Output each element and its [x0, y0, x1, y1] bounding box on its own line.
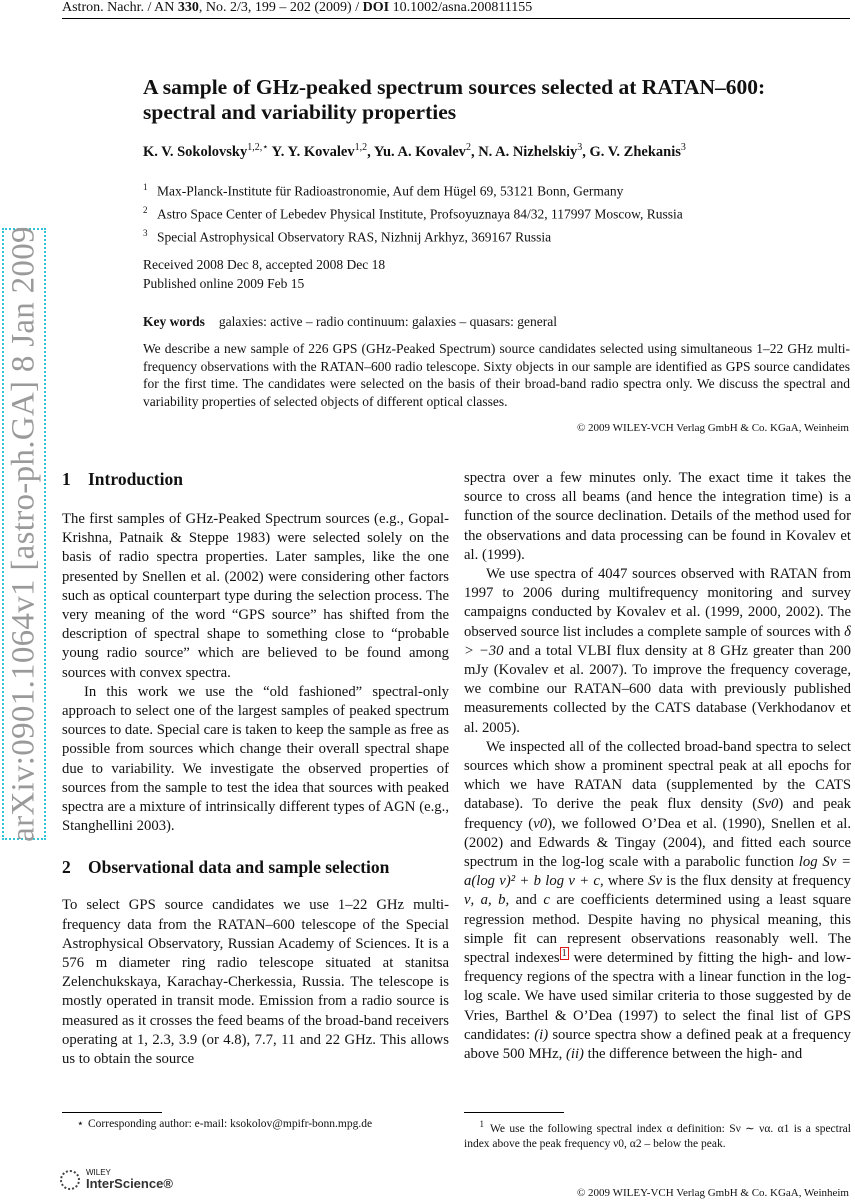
arxiv-stamp[interactable]: arXiv:0901.1064v1 [astro-ph.GA] 8 Jan 2009 — [2, 228, 46, 840]
publisher-logo[interactable]: WILEY InterScience® — [60, 1168, 180, 1198]
header-rule — [62, 18, 850, 19]
author: Yu. A. Kovalev$^2$, — [373, 142, 475, 160]
paragraph: spectra over a few minutes only. The exact time it takes the source to cross all beams (and hence the integration time) is a function of the source declination. Details of the method used for the observations and data processing can be found in Kovalev et al. (1999). — [464, 470, 851, 563]
affiliation: $^2$ Astro Space Center of Lebedev Physical Institute, Profsoyuznaya 84/32, 117997 Moscow, Russia — [143, 205, 683, 222]
paragraph: We inspected all of the collected broad-band spectra to select sources which show a prominent spectral peak at all epochs for which we have RATAN data (supplemented by the CATS database). To derive the peak flux density (Sν0) and peak frequency (ν0), we followed O’Dea et al. (1990), Snellen et al. (2002) and Edwards & Tingay (2004), and fitted each source spectrum in the log-log scale with a parabolic function log Sν = a(log ν)² + b log ν + c, where Sν is the flux density at frequency ν, a, b, and c are coefficients determined using a least square regression method. Despite having no physical meaning, this simple fit can represent observations reasonably well. The spectral indexes $^1$ were determined by fitting the high- and low-frequency regions of the spectra with a linear function in the log-log scale. We have used similar criteria to those suggested by de Vries, Barthel & O’Dea (1997) to select the final list of GPS candidates: (i) source spectra show a defined peak at a frequency above 500 MHz, (ii) the difference between the high- and — [464, 738, 852, 1063]
footnote-link[interactable]: 1 — [561, 948, 567, 960]
affiliation: $^1$ Max-Planck-Institute für Radioastronomie, Auf dem Hügel 69, 53121 Bonn, Germany — [143, 182, 624, 199]
paragraph: The first samples of GHz-Peaked Spectrum sources (e.g., Gopal-Krishna, Patnaik & Steppe 1983) were selected solely on the basis of radio spectra properties. Later samples, like the one presented by Snellen et al. (2002) were considering other factors such as optical counterpart type during the selection process. The very meaning of the word “GPS source” has shifted from the description of spectral shape to something close to “probable young radio source” which are believed to be found among sources with convex spectra. — [62, 511, 449, 681]
keywords: Key words galaxies: active – radio continuum: galaxies – quasars: general — [143, 314, 558, 329]
received-date: Received 2008 Dec 8, accepted 2008 Dec 18 — [143, 257, 386, 272]
section-heading: 1 Introduction — [62, 469, 183, 489]
right-column — [464, 469, 851, 1064]
left-column — [62, 468, 449, 1069]
abstract: We describe a new sample of 226 GPS (GHz-Peaked Spectrum) source candidates selected using simultaneous 1–22 GHz multi-frequency observations with the RATAN–600 radio telescope. Sixty objects in our sample are identified as GPS source candidates for the first time. The candidates were selected on the basis of their broad-band radio spectra only. We discuss the spectral and variability properties of selected objects of different optical classes. — [143, 341, 850, 409]
keywords-label: Key words — [143, 314, 205, 329]
affiliations — [143, 178, 683, 247]
running-header: Astron. Nachr. / AN 330, No. 2/3, 199 – 202 (2009) / DOI 10.1002/asna.200811155 — [62, 0, 533, 15]
globe-icon — [60, 1170, 80, 1190]
copyright-bottom: © 2009 WILEY-VCH Verlag GmbH & Co. KGaA, Weinheim — [576, 1187, 849, 1199]
footnote-corresponding: ⋆ Corresponding author: e-mail: ksokolov@mpifr-bonn.mpg.de — [76, 1118, 373, 1130]
footnote-rule — [464, 1112, 564, 1113]
copyright-top: © 2009 WILEY-VCH Verlag GmbH & Co. KGaA, Weinheim — [576, 422, 849, 434]
paragraph: To select GPS source candidates we use 1–22 GHz multi-frequency data from the RATAN–600 telescope of the Special Astrophysical Observatory, Russian Academy of Sciences. It is a 576 m diameter ring radio telescope situated at stanitsa Zelenchukskaya, Karachay-Cherkessia, Russia. The telescope is mostly operated in transit mode. Emission from a radio source is measured as it crosses the feed beams of the broad-band receivers operating at 1, 2.3, 3.9 (or 4.8), 7.7, 11 and 22 GHz. This allows us to obtain the source — [62, 897, 449, 1068]
author-list — [143, 142, 686, 161]
author: N. A. Nizhelskiy$^3$, — [478, 142, 586, 160]
doi[interactable]: 10.1002/asna.200811155 — [389, 0, 533, 15]
volume: 330 — [177, 0, 199, 15]
paper-title: A sample of GHz-peaked spectrum sources selected at RATAN–600: spectral and variability properties — [143, 75, 766, 124]
published-date: Published online 2009 Feb 15 — [143, 275, 305, 291]
affiliation: $^3$ Special Astrophysical Observatory RAS, Nizhnij Arkhyz, 369167 Russia — [143, 228, 552, 245]
paragraph: In this work we use the “old fashioned” spectral-only approach to select one of the largest samples of peaked spectrum sources to date. Special care is taken to keep the sample as free as possible from sources which change their overall spectral shape due to variability. We investigate the observed properties of sources from the sample to test the idea that sources with peaked spectra are a mixture of intrinsically different types of AGN (e.g., Stanghellini 2003). — [62, 683, 449, 835]
section-heading: 2 Observational data and sample selection — [62, 857, 390, 878]
paragraph: We use spectra of 4047 sources observed with RATAN from 1997 to 2006 during multifrequency monitoring and survey campaigns conducted by Kovalev et al. (1999, 2000, 2002). The observed source list includes a complete sample of sources with δ > −30 and a total VLBI flux density at 8 GHz greater than 200 mJy (Kovalev et al. 2007). To improve the frequency coverage, we combine our RATAN–600 data with previously published measurements collected by the CATS database (Verkhodanov et al. 2005). — [464, 566, 851, 736]
footnote-rule — [62, 1112, 162, 1113]
doi-label: DOI — [362, 0, 390, 15]
author: K. V. Sokolovsky$^{1,2,⋆}$ — [143, 142, 269, 160]
dates — [143, 256, 385, 293]
footnote-spectral-index: 1 We use the following spectral index α definition: Sν ∼ να. α1 is a spectral index above the peak frequency ν0, α2 – below the peak. — [464, 1119, 851, 1150]
author: Y. Y. Kovalev$^{1,2}$, — [271, 142, 371, 160]
author: G. V. Zhekanis$^3$ — [589, 142, 686, 160]
